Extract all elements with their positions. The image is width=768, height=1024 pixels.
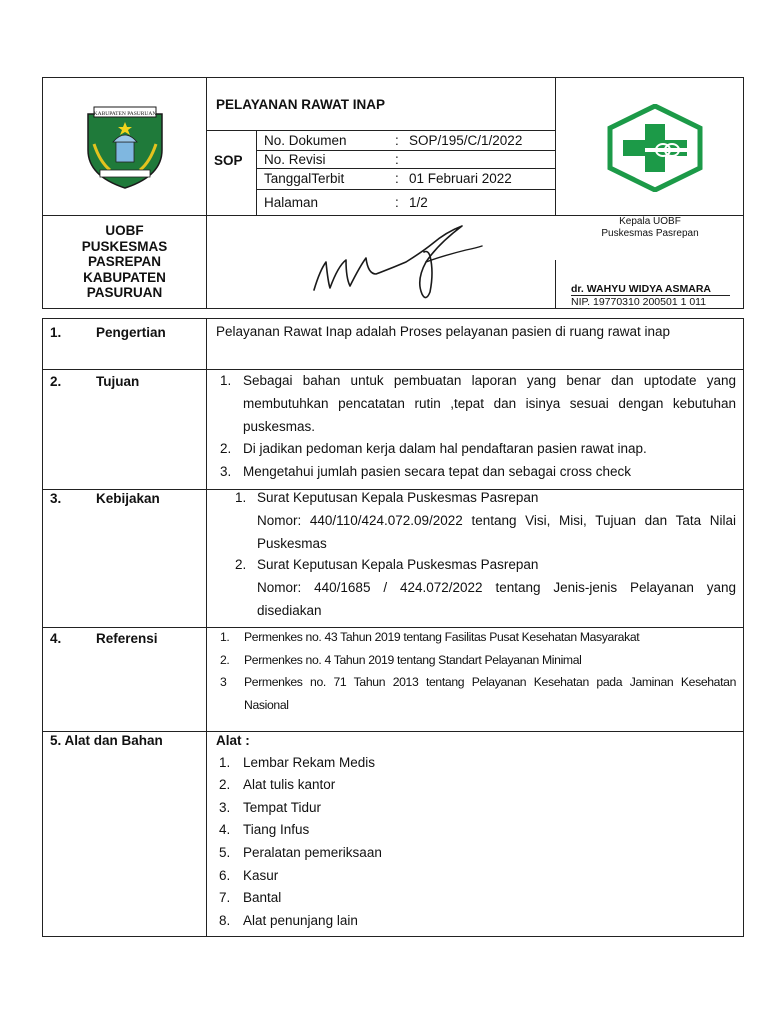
crest-banner-text: KABUPATEN PASURUAN: [93, 111, 157, 117]
approver-nip: NIP. 19770310 200501 1 011: [571, 296, 707, 308]
approver-title: Kepala UOBF Puskesmas Pasrepan: [601, 216, 699, 239]
sop-label: SOP: [214, 153, 243, 168]
approver-name: dr. WAHYU WIDYA ASMARA: [571, 283, 712, 295]
health-ministry-logo: [607, 104, 703, 192]
regency-crest-logo: [80, 104, 170, 190]
organization-name: UOBF PUSKESMAS PASREPAN KABUPATEN PASURUAN: [81, 223, 168, 300]
handwritten-signature: [306, 222, 486, 304]
document-title: PELAYANAN RAWAT INAP: [216, 97, 386, 112]
